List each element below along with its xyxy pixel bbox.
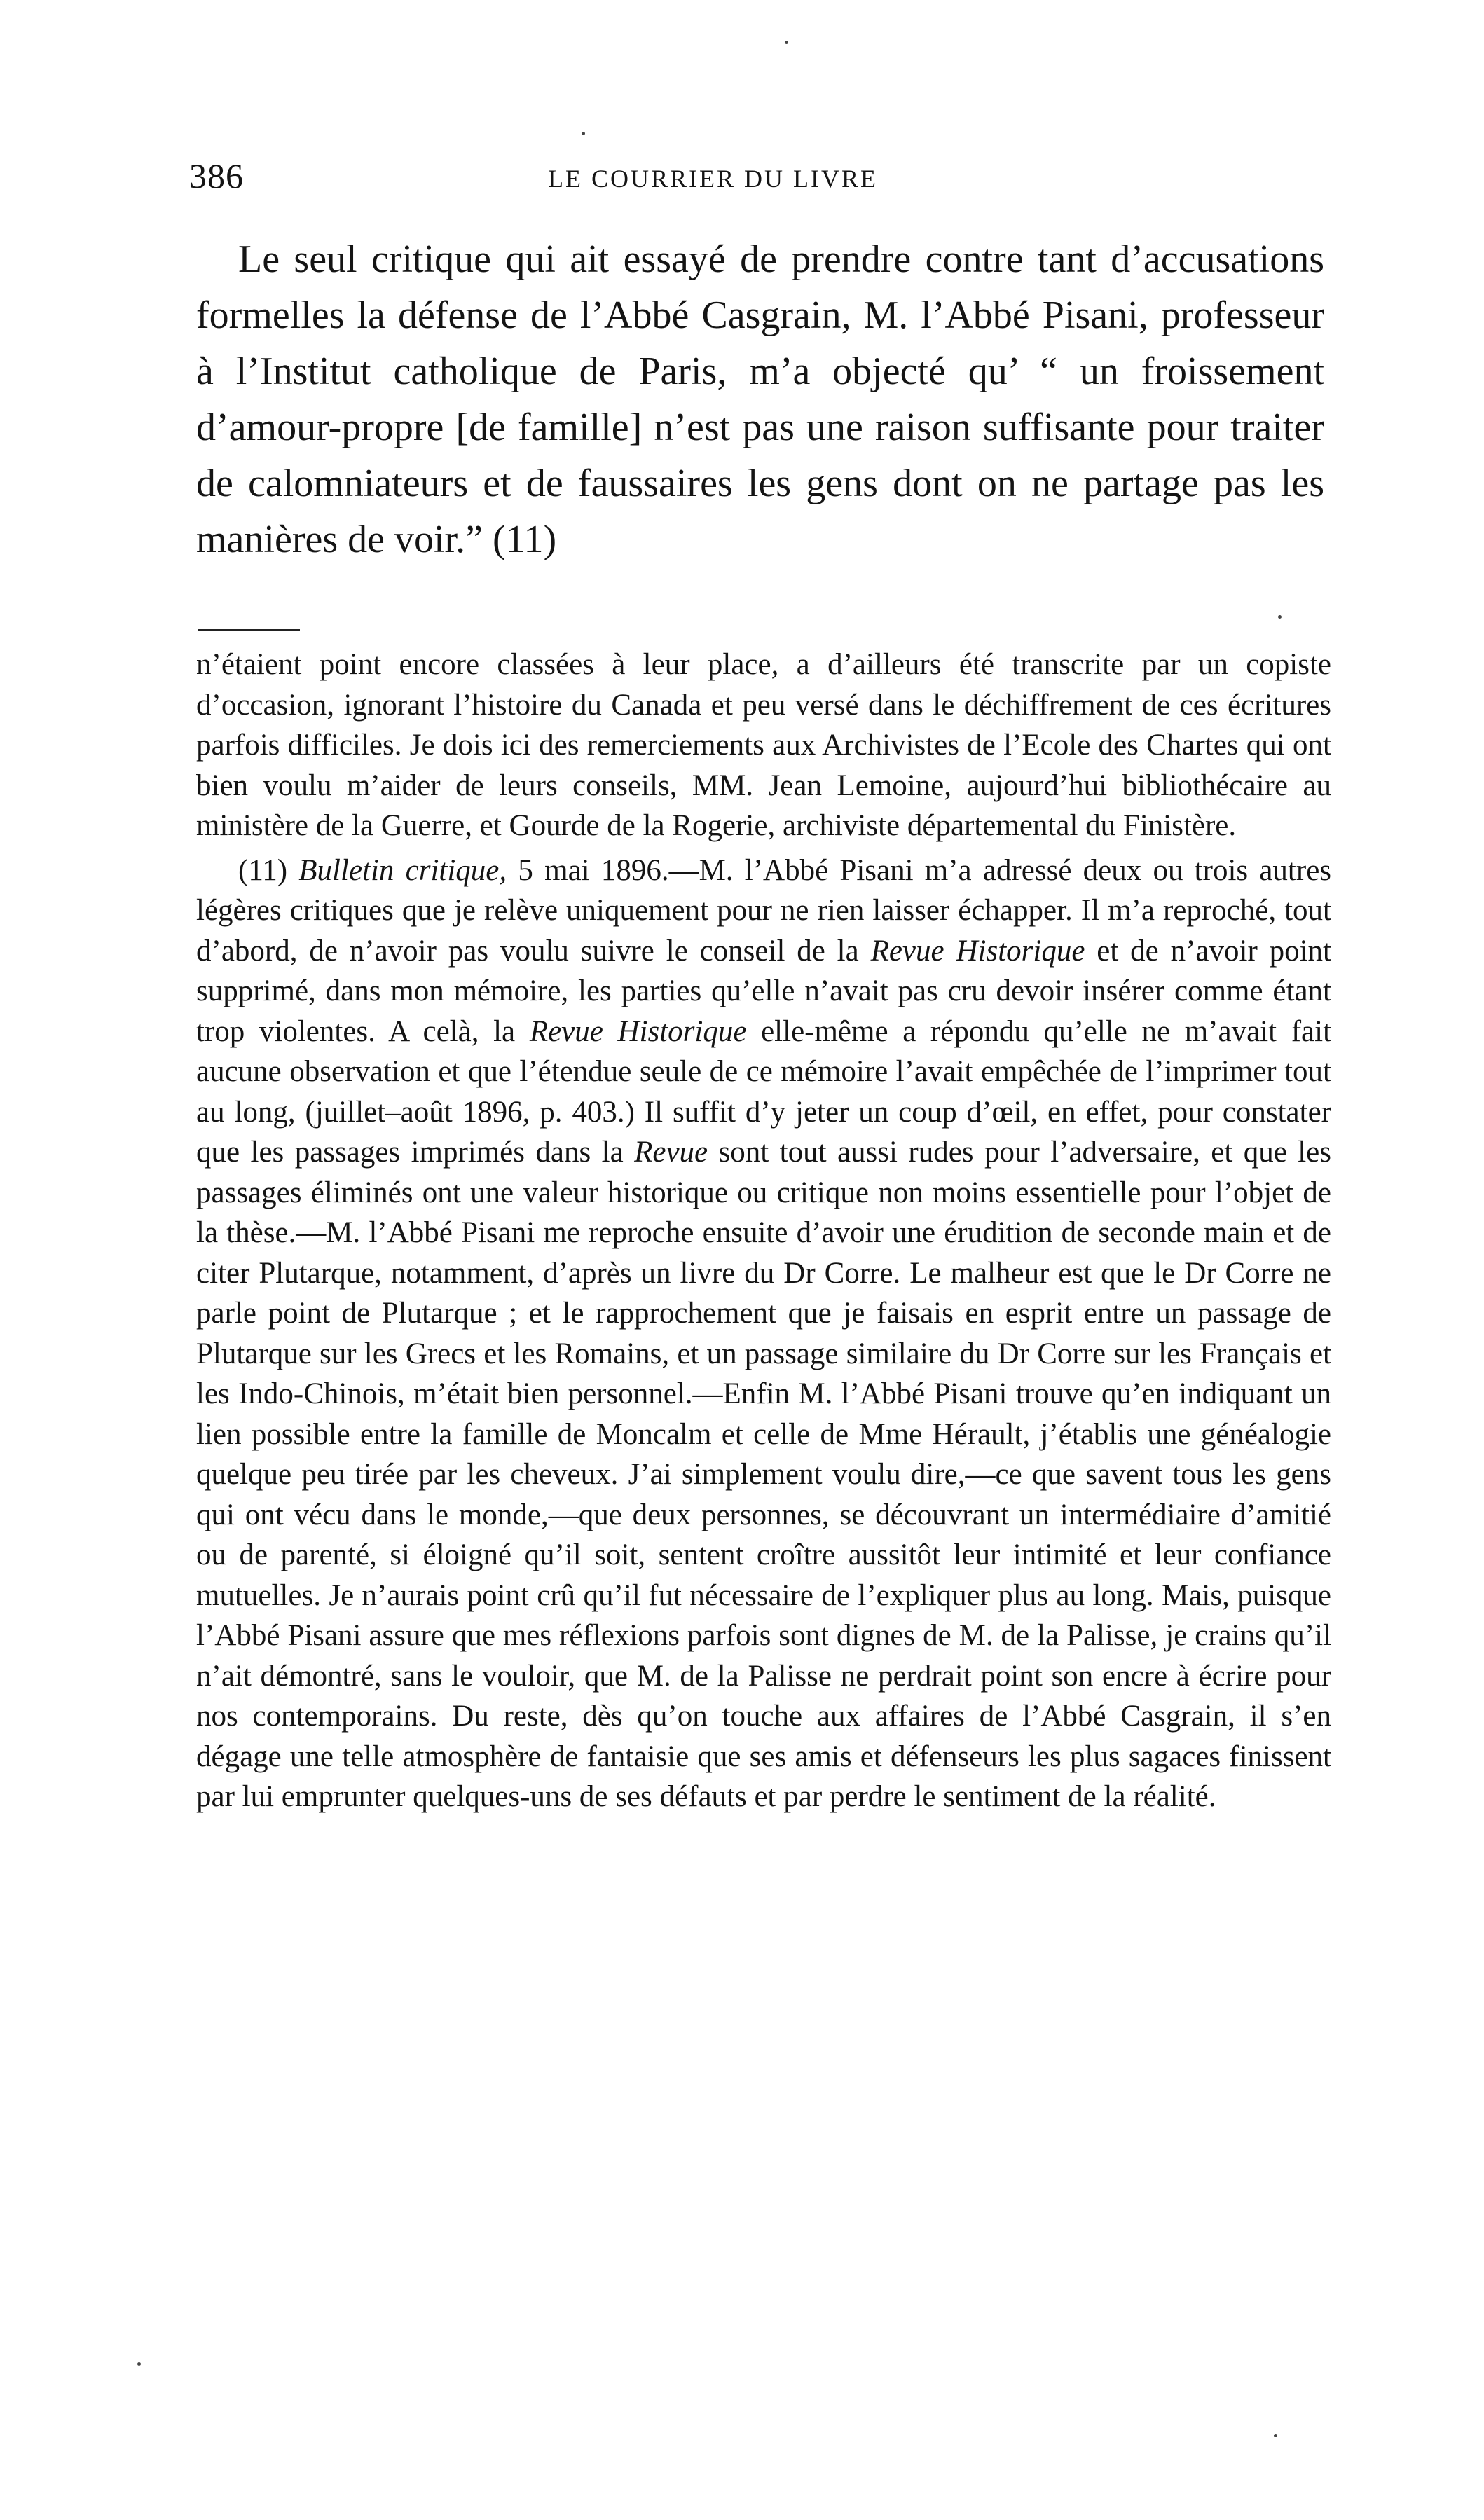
- print-speck: [1278, 615, 1282, 619]
- footnote-11: [196, 851, 1331, 1817]
- running-title: LE COURRIER DU LIVRE: [548, 165, 878, 193]
- footnote-source: Bulletin critique,: [298, 853, 507, 887]
- footnote-text: elle-même a répondu qu’elle ne m’avait fait aucune observation et que l’étendue seule de ce mémoire l’avait empêchée de l’imprimer tout au long, (juillet–août 1896, p. 403.) Il suffit d’y jeter un coup d’œil, en effet, pour constater que les passages imprimés dans la: [196, 1014, 1332, 1169]
- journal-title: Revue: [634, 1136, 708, 1169]
- print-speck: [785, 41, 788, 44]
- footnote-text: et de n’avoir point supprimé, dans mon mémoire, les parties qu’elle n’avait pas cru devoir insérer comme étant trop violentes. A celà, la: [196, 934, 1332, 1048]
- footnote-separator: [198, 629, 300, 631]
- page-number: 386: [189, 156, 244, 195]
- main-paragraph: Le seul critique qui ait essayé de prendre contre tant d’accusations formelles la défense de l’Abbé Casgrain, M. l’Abbé Pisani, professeur à l’Institut catholique de Paris, m’a objecté qu’ “ un froissement d’amour-propre [de famille] n’est pas une raison suffisante pour traiter de calomniateurs et de faussaires les gens dont on ne partage pas les manières de voir.” (11): [196, 237, 1324, 561]
- print-speck: [1274, 2434, 1277, 2437]
- footnote-continued: n’étaient point encore classées à leur place, a d’ailleurs été transcrite par un copiste d’occasion, ignorant l’histoire du Canada et peu versé dans le déchiffrement de ces écritures parfois difficiles. Je dois ici des remerciements aux Archivistes de l’Ecole des Chartes qui ont bien voulu m’aider de leurs conseils, MM. Jean Lemoine, aujourd’hui bibliothécaire au ministère de la Guerre, et Gourde de la Rogerie, archiviste départemental du Finistère.: [196, 648, 1331, 842]
- footnote-text: 5 mai 1896.—M. l’Abbé Pisani m’a adressé deux ou trois autres légères critiques que je relève uniquement pour ne rien laisser échapper. Il m’a reproché, tout d’abord, de n’avoir pas voulu suivre le conseil de la: [196, 853, 1332, 968]
- footnotes: [196, 645, 1331, 1817]
- page-header: [189, 156, 1331, 212]
- journal-title: Revue Historique: [529, 1014, 747, 1048]
- print-speck: [137, 2362, 141, 2366]
- print-speck: [582, 132, 585, 135]
- footnote-text: sont tout aussi rudes pour l’adversaire, et que les passages éliminés ont une valeur historique ou critique non moins essentielle pour l’objet de la thèse.—M. l’Abbé Pisani me reproche ensuite d’avoir une érudition de seconde main et de citer Plutarque, notamment, d’après un livre du Dr Corre. Le malheur est que le Dr Corre ne parle point de Plutarque ; et le rapprochement que je faisais en esprit entre un passage de Plutarque sur les Grecs et les Romains, et un passage similaire du Dr Corre sur les Français et les Indo-Chinois, m’était bien personnel.—Enfin M. l’Abbé Pisani trouve qu’en indiquant un lien possible entre la famille de Moncalm et celle de Mme Hérault, j’établis une généalogie quelque peu tirée par les cheveux. J’ai simplement voulu dire,—ce que savent tous les gens qui ont vécu dans le monde,—que deux personnes, se découvrant un intermédiaire d’amitié ou de parenté, si éloigné qu’il soit, sentent croître aussitôt leur intimité et leur confiance mutuelles. Je n’aurais point crû qu’il fut nécessaire de l’expliquer plus au long. Mais, puisque l’Abbé Pisani assure que mes réflexions parfois sont dignes de M. de la Palisse, je crains qu’il n’ait démontré, sans le vouloir, que M. de la Palisse ne perdrait point son encre à écrire pour nos contemporains. Du reste, dès qu’on touche aux affaires de l’Abbé Casgrain, il s’en dégage une telle atmosphère de fantaisie que ses amis et défenseurs les plus sagaces finissent par lui emprunter quelques-uns de ses défauts et par perdre le sentiment de la réalité.: [196, 1136, 1332, 1813]
- footnote-marker: (11): [238, 853, 288, 887]
- journal-title: Revue Historique: [870, 934, 1085, 968]
